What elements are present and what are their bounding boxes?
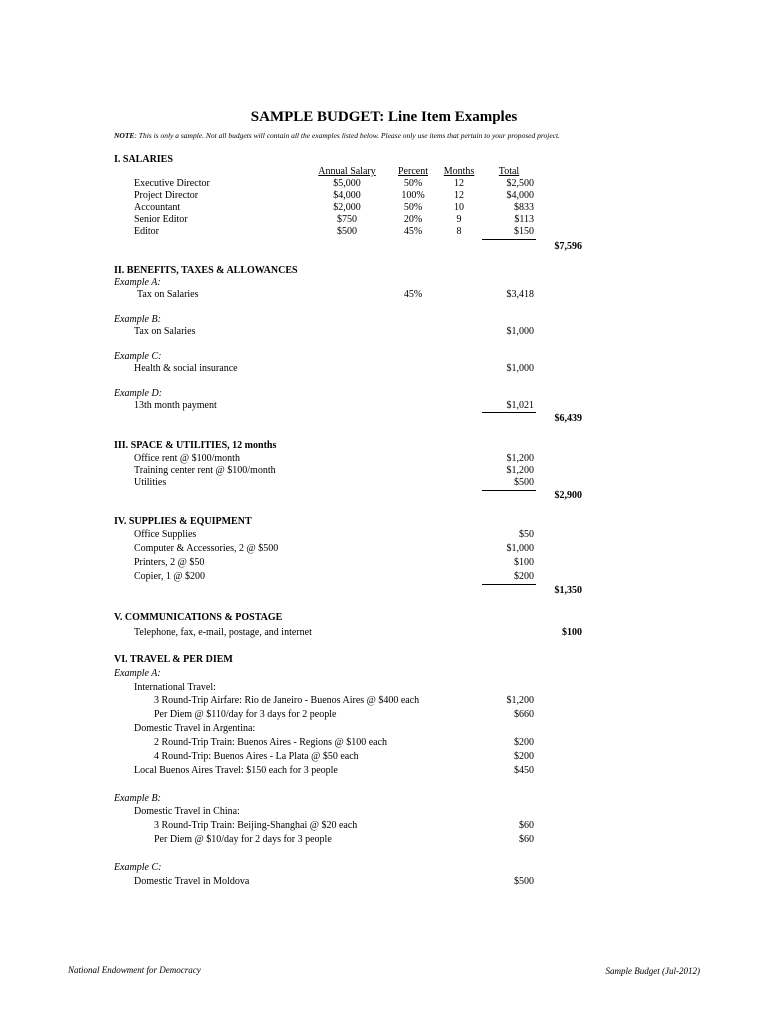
row-total: $833 [514, 202, 534, 213]
example-label: Example C: [114, 862, 162, 873]
note-label: NOTE [114, 131, 135, 140]
example-label: Example D: [114, 388, 163, 399]
list-item [0, 695, 768, 707]
item-label: 3 Round-Trip Train: Beijing-Shanghai @ $20 each [154, 820, 358, 831]
example-label: Example B: [114, 793, 161, 804]
row-total: $2,500 [506, 178, 534, 189]
item-label: Domestic Travel in Moldova [134, 876, 250, 887]
list-item [0, 682, 768, 694]
item-total: $1,200 [506, 465, 534, 476]
item-label: International Travel: [134, 682, 216, 693]
item-total: $1,000 [506, 363, 534, 374]
table-row [0, 178, 768, 190]
supplies-subtotal: $1,350 [554, 585, 582, 596]
list-item [0, 834, 768, 846]
item-label: Domestic Travel in Argentina: [134, 723, 256, 734]
list-item [0, 806, 768, 818]
space-subtotal: $2,900 [554, 490, 582, 501]
row-months: 12 [454, 190, 464, 201]
section-benefits-heading: II. BENEFITS, TAXES & ALLOWANCES [114, 265, 298, 276]
list-item [0, 543, 768, 555]
row-total: $113 [514, 214, 534, 225]
list-item [0, 876, 768, 888]
item-label: Office rent @ $100/month [134, 453, 240, 464]
row-months: 10 [454, 202, 464, 213]
item-label: 13th month payment [134, 400, 217, 411]
section-salaries-heading: I. SALARIES [114, 154, 173, 165]
example-label: Example A: [114, 277, 161, 288]
row-annual: $2,000 [333, 202, 361, 213]
communications-subtotal: $100 [562, 627, 582, 638]
list-item [0, 820, 768, 832]
item-total: $1,000 [506, 326, 534, 337]
item-total: $200 [514, 751, 534, 762]
item-label: 3 Round-Trip Airfare: Rio de Janeiro - Buenos Aires @ $400 each [154, 695, 420, 706]
item-total: $1,200 [506, 453, 534, 464]
item-total: $1,000 [506, 543, 534, 554]
col-months: Months [443, 166, 475, 177]
benefits-subtotal: $6,439 [554, 413, 582, 424]
list-item [0, 477, 768, 489]
list-item [0, 737, 768, 749]
list-item [0, 326, 768, 338]
item-total: $500 [514, 477, 534, 488]
item-label: Tax on Salaries [137, 289, 199, 300]
item-total: $660 [514, 709, 534, 720]
table-row [0, 214, 768, 226]
footer-organization: National Endowment for Democracy [68, 965, 201, 975]
item-label: Office Supplies [134, 529, 197, 540]
item-label: Per Diem @ $110/day for 3 days for 2 people [154, 709, 337, 720]
item-total: $1,021 [506, 400, 534, 411]
row-annual: $5,000 [333, 178, 361, 189]
list-item [0, 557, 768, 569]
row-label: Senior Editor [134, 214, 188, 225]
salaries-subtotal: $7,596 [554, 241, 582, 252]
row-total: $4,000 [506, 190, 534, 201]
subtotal-rule [482, 239, 536, 240]
list-item [0, 363, 768, 375]
item-total: $50 [519, 529, 534, 540]
col-total: Total [498, 166, 520, 177]
row-percent: 20% [403, 214, 423, 225]
item-percent: 45% [403, 289, 423, 300]
item-label: Local Buenos Aires Travel: $150 each for 3 people [134, 765, 338, 776]
list-item [0, 571, 768, 583]
col-percent: Percent [398, 166, 428, 177]
row-months: 8 [456, 226, 462, 237]
item-label: Utilities [134, 477, 167, 488]
row-percent: 50% [403, 178, 423, 189]
section-supplies-heading: IV. SUPPLIES & EQUIPMENT [114, 516, 252, 527]
item-label: Training center rent @ $100/month [134, 465, 276, 476]
salaries-column-headers [0, 166, 768, 178]
item-total: $1,200 [506, 695, 534, 706]
item-label: Tax on Salaries [134, 326, 196, 337]
list-item [0, 453, 768, 465]
section-space-heading: III. SPACE & UTILITIES, 12 months [114, 440, 277, 451]
item-label: Domestic Travel in China: [134, 806, 240, 817]
item-label: Printers, 2 @ $50 [134, 557, 205, 568]
item-total: $60 [519, 834, 534, 845]
row-percent: 50% [403, 202, 423, 213]
table-row [0, 226, 768, 238]
row-percent: 45% [403, 226, 423, 237]
list-item [0, 465, 768, 477]
table-row [0, 190, 768, 202]
item-total: $200 [514, 571, 534, 582]
item-label: 2 Round-Trip Train: Buenos Aires - Regions @ $100 each [154, 737, 388, 748]
row-label: Editor [134, 226, 159, 237]
footer-document-info: Sample Budget (Jul-2012) [605, 966, 700, 976]
list-item [0, 627, 768, 639]
item-label: 4 Round-Trip: Buenos Aires - La Plata @ $50 each [154, 751, 359, 762]
item-total: $3,418 [506, 289, 534, 300]
list-item [0, 751, 768, 763]
section-travel-heading: VI. TRAVEL & PER DIEM [114, 654, 233, 665]
list-item [0, 723, 768, 735]
row-months: 12 [454, 178, 464, 189]
row-annual: $500 [337, 226, 357, 237]
note-text: : This is only a sample. Not all budgets will contain all the examples listed below. Please only use items that pertain to your proposed project. [134, 131, 560, 140]
example-label: Example B: [114, 314, 161, 325]
page-title: SAMPLE BUDGET: Line Item Examples [250, 109, 518, 125]
row-label: Executive Director [134, 178, 210, 189]
item-label: Per Diem @ $10/day for 2 days for 3 people [154, 834, 332, 845]
row-total: $150 [514, 226, 534, 237]
col-annual-salary: Annual Salary [318, 166, 376, 177]
list-item [0, 709, 768, 721]
row-label: Project Director [134, 190, 199, 201]
item-total: $100 [514, 557, 534, 568]
item-label: Telephone, fax, e-mail, postage, and internet [134, 627, 312, 638]
list-item [0, 400, 768, 412]
row-annual: $4,000 [333, 190, 361, 201]
list-item [0, 529, 768, 541]
list-item [0, 289, 768, 301]
example-label: Example C: [114, 351, 162, 362]
note-line [114, 131, 714, 141]
table-row [0, 202, 768, 214]
item-label: Computer & Accessories, 2 @ $500 [134, 543, 279, 554]
item-label: Health & social insurance [134, 363, 238, 374]
item-total: $450 [514, 765, 534, 776]
item-total: $200 [514, 737, 534, 748]
item-label: Copier, 1 @ $200 [134, 571, 206, 582]
list-item [0, 765, 768, 777]
row-annual: $750 [337, 214, 357, 225]
item-total: $60 [519, 820, 534, 831]
row-percent: 100% [401, 190, 425, 201]
item-total: $500 [514, 876, 534, 887]
row-label: Accountant [134, 202, 181, 213]
section-communications-heading: V. COMMUNICATIONS & POSTAGE [114, 612, 283, 623]
example-label: Example A: [114, 668, 161, 679]
row-months: 9 [456, 214, 462, 225]
